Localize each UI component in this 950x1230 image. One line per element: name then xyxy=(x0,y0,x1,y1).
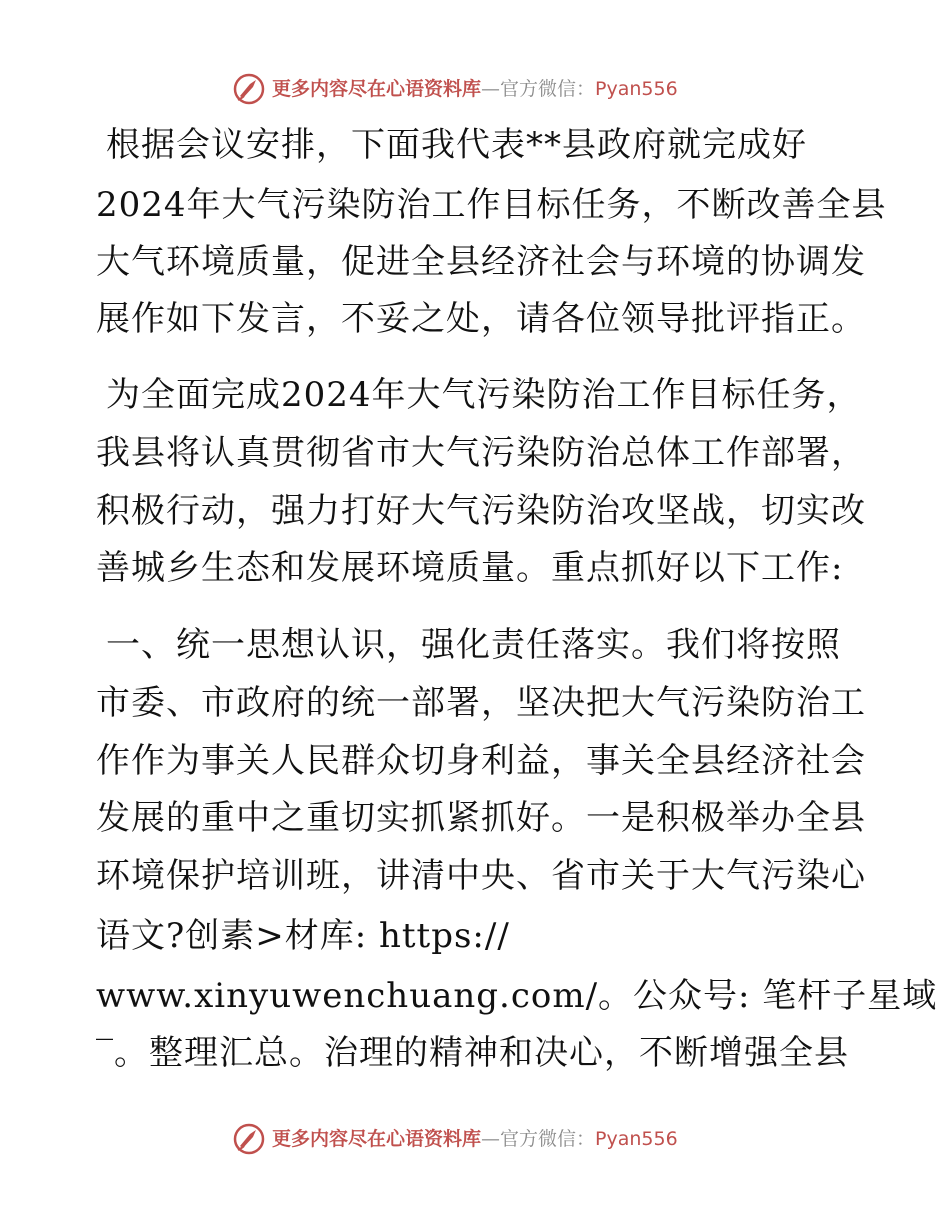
footer-wechat-id: Pyan556 xyxy=(595,1128,678,1150)
footer-dash: — xyxy=(481,1128,501,1150)
text-line: 市委、市政府的统一部署，坚决把大气污染防治工 xyxy=(96,683,866,723)
text-line: 发展的重中之重切实抓紧抓好。一是积极举办全县 xyxy=(96,798,866,838)
text-line: 大气环境质量，促进全县经济社会与环境的协调发 xyxy=(96,242,866,282)
text-line: 一、统一思想认识，强化责任落实。我们将按照 xyxy=(106,625,841,665)
header-lead: 更多内容尽在心语资料库 xyxy=(272,78,482,100)
footer-banner xyxy=(0,1120,950,1160)
text-line: www.xinyuwenchuang.com/。公众号: 笔杆子星域 xyxy=(96,976,938,1016)
text-line: 展作如下发言，不妥之处，请各位领导批评指正。 xyxy=(96,299,866,339)
header-banner xyxy=(0,70,950,110)
brush-logo-icon xyxy=(232,72,266,106)
text-line: 语文?创素>材库: https:// xyxy=(96,916,510,956)
text-line: 2024年大气污染防治工作目标任务，不断改善全县 xyxy=(96,185,887,225)
text-line: 根据会议安排，下面我代表**县政府就完成好 xyxy=(106,125,807,165)
header-wechat-id: Pyan556 xyxy=(595,78,678,100)
footer-wechat-label: 官方微信： xyxy=(500,1128,596,1150)
text-line: 为全面完成2024年大气污染防治工作目标任务， xyxy=(106,375,862,415)
header-text xyxy=(272,76,678,102)
brush-logo-icon xyxy=(232,1122,266,1156)
footer-text xyxy=(272,1126,678,1152)
footer-lead: 更多内容尽在心语资料库 xyxy=(272,1128,482,1150)
text-line: 善城乡生态和发展环境质量。重点抓好以下工作: xyxy=(96,548,844,588)
text-line: 积极行动，强力打好大气污染防治攻坚战，切实改 xyxy=(96,491,866,531)
header-wechat-label: 官方微信： xyxy=(500,78,596,100)
text-line: 我县将认真贯彻省市大气污染防治总体工作部署， xyxy=(96,433,866,473)
header-dash: — xyxy=(481,78,501,100)
text-line: 作作为事关人民群众切身利益，事关全县经济社会 xyxy=(96,741,866,781)
text-line: ‾。整理汇总。治理的精神和决心，不断增强全县 xyxy=(96,1033,849,1073)
text-line: 环境保护培训班，讲清中央、省市关于大气污染心 xyxy=(96,856,866,896)
